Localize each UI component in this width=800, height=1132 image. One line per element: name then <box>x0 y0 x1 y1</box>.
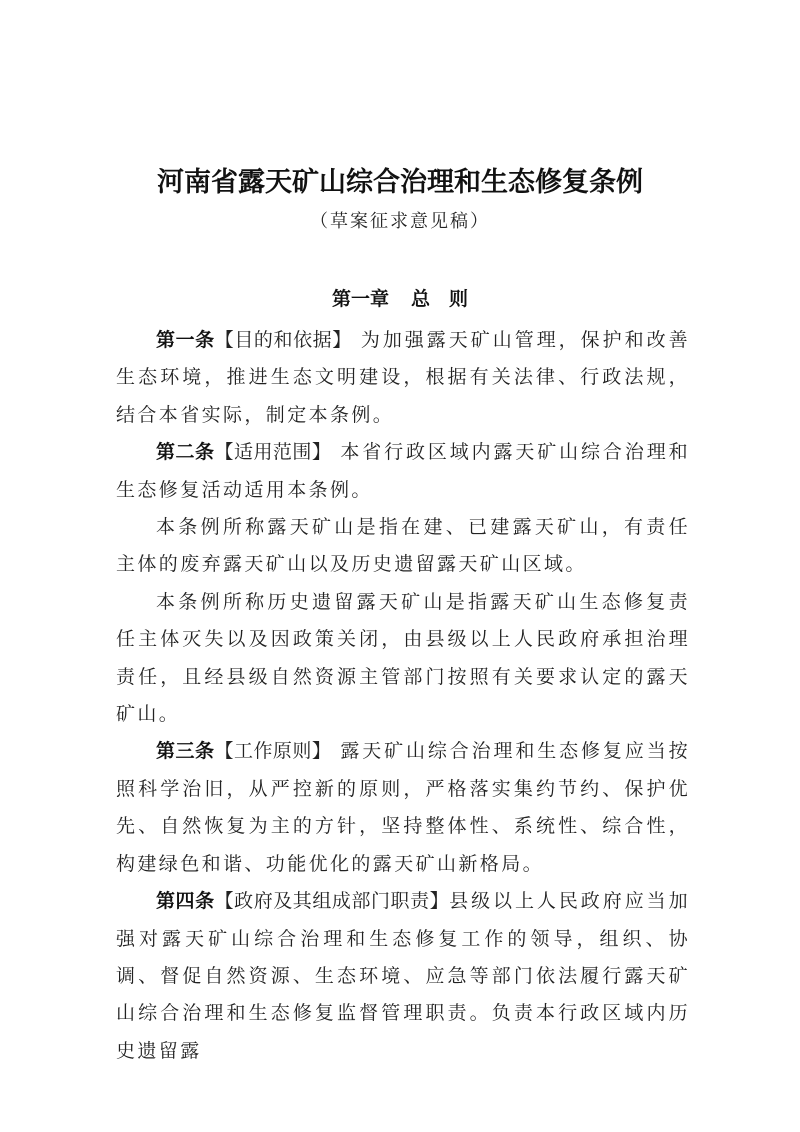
paragraph-text: 本条例所称露天矿山是指在建、已建露天矿山，有责任主体的废弃露天矿山以及历史遗留露天矿山区域。 <box>116 516 690 576</box>
article-heading: 【工作原则】 <box>214 740 332 763</box>
chapter-number: 第一章 <box>331 288 389 310</box>
article-number: 第三条 <box>156 740 215 763</box>
article-heading: 【适用范围】 <box>214 441 332 464</box>
article-2-paragraph-3 <box>116 584 690 734</box>
article-number: 第四条 <box>156 890 215 913</box>
article-2-paragraph-2 <box>116 509 690 584</box>
article-heading: 【政府及其组成部门职责】 <box>214 890 450 913</box>
chapter-name: 总 则 <box>411 288 469 310</box>
article-text: 露天矿山综合治理和生态修复应当按照科学治旧，从严控新的原则，严格落实集约节约、保护优先、自然恢复为主的方针，坚持整体性、系统性、综合性，构建绿色和谐、功能优化的露天矿山新格局。 <box>116 740 690 875</box>
article-3 <box>116 733 690 883</box>
article-4 <box>116 883 690 1070</box>
paragraph-text: 本条例所称历史遗留露天矿山是指露天矿山生态修复责任主体灭失以及因政策关闭，由县级以上人民政府承担治理责任，且经县级自然资源主管部门按照有关要求认定的露天矿山。 <box>116 590 690 726</box>
article-number: 第一条 <box>156 329 215 351</box>
article-text: 为加强露天矿山管理，保护和改善生态环境，推进生态文明建设，根据有关法律、行政法规，结合本省实际，制定本条例。 <box>116 329 690 426</box>
article-2 <box>116 434 690 509</box>
article-text: 本省行政区域内露天矿山综合治理和生态修复活动适用本条例。 <box>116 441 690 501</box>
article-number: 第二条 <box>156 441 215 464</box>
document-subtitle: （草案征求意见稿） <box>310 211 490 232</box>
article-heading: 【目的和依据】 <box>214 329 352 351</box>
document-body <box>116 322 690 1070</box>
article-text: 县级以上人民政府应当加强对露天矿山综合治理和生态修复工作的领导，组织、协调、督促自然资源、生态环境、应急等部门依法履行露天矿山综合治理和生态修复监督管理职责。负责本行政区域内历史遗留露 <box>116 890 690 1062</box>
document-title: 河南省露天矿山综合治理和生态修复条例 <box>157 167 643 198</box>
article-1 <box>116 322 690 434</box>
chapter-heading <box>0 283 800 315</box>
